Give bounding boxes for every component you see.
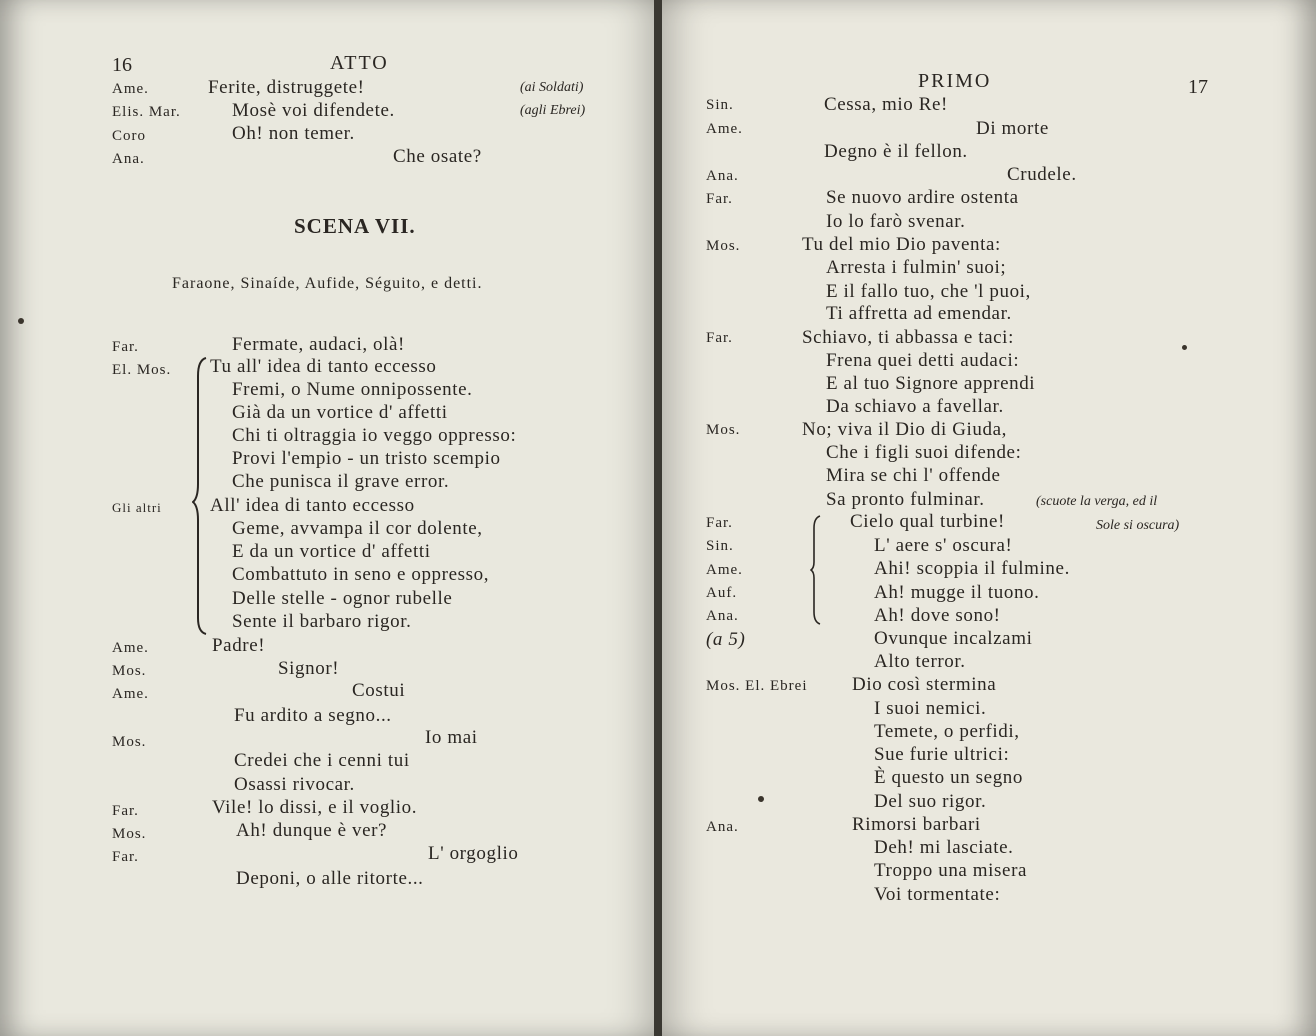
speaker-label: Far.	[112, 849, 139, 865]
speaker-label: Mos.	[706, 422, 741, 438]
verse-line: È questo un segno	[874, 767, 1023, 788]
verse-line: Tu all' idea di tanto eccesso	[210, 356, 437, 377]
verse-line: Io mai	[425, 727, 478, 748]
verse-line: Deh! mi lasciate.	[874, 837, 1014, 858]
verse-line: Delle stelle - ognor rubelle	[232, 588, 453, 609]
speaker-label: Auf.	[706, 585, 738, 601]
verse-line: Ah! mugge il tuono.	[874, 582, 1040, 603]
speaker-label: Ana.	[706, 819, 739, 835]
speaker-label: Sin.	[706, 97, 734, 113]
speaker-label: Mos.	[112, 734, 147, 750]
verse-line: Voi tormentate:	[874, 884, 1001, 905]
verse-line: E al tuo Signore apprendi	[826, 373, 1036, 394]
speaker-label: Ame.	[706, 562, 743, 578]
verse-line: Signor!	[278, 658, 340, 679]
verse-line: Che punisca il grave error.	[232, 471, 450, 492]
verse-line: Che osate?	[393, 146, 482, 167]
verse-line: Sue furie ultrici:	[874, 744, 1010, 765]
verse-line: Oh! non temer.	[232, 123, 355, 144]
verse-line: Rimorsi barbari	[852, 814, 981, 835]
verse-line: Che i figli suoi difende:	[826, 442, 1022, 463]
speaker-label: Far.	[112, 803, 139, 819]
stage-direction: (scuote la verga, ed il	[1036, 494, 1158, 509]
verse-line: Ferite, distruggete!	[208, 77, 365, 98]
verse-line: Combattuto in seno e oppresso,	[232, 564, 490, 585]
speaker-label: Gli altri	[112, 500, 162, 515]
verse-line: Del suo rigor.	[874, 791, 987, 812]
right-page	[662, 0, 1316, 1036]
speaker-label: El. Mos.	[112, 362, 172, 378]
speaker-label: Mos.	[706, 238, 741, 254]
speaker-label: Sin.	[706, 538, 734, 554]
speaker-label: Ame.	[112, 81, 149, 97]
verse-line: Temete, o perfidi,	[874, 721, 1020, 742]
speaker-label: Far.	[706, 191, 733, 207]
verse-line: Se nuovo ardire ostenta	[826, 187, 1019, 208]
verse-line: I suoi nemici.	[874, 698, 987, 719]
verse-line: Geme, avvampa il cor dolente,	[232, 518, 483, 539]
running-head: ATTO	[330, 52, 389, 74]
verse-line: Cessa, mio Re!	[824, 94, 948, 115]
verse-line: Degno è il fellon.	[824, 141, 968, 162]
verse-line: Credei che i cenni tui	[234, 750, 410, 771]
verse-line: Dio così stermina	[852, 674, 997, 695]
stage-direction: (agli Ebrei)	[520, 103, 586, 118]
speaker-label: Coro	[112, 128, 146, 144]
verse-line: Troppo una misera	[874, 860, 1028, 881]
verse-line: Fremi, o Nume onnipossente.	[232, 379, 473, 400]
verse-line: L' orgoglio	[428, 843, 519, 864]
verse-line: Frena quei detti audaci:	[826, 350, 1020, 371]
speaker-label: Ame.	[112, 640, 149, 656]
speaker-label: (a 5)	[706, 629, 746, 650]
verse-line: Deponi, o alle ritorte...	[236, 868, 424, 889]
speaker-label: Mos.	[112, 826, 147, 842]
verse-line: Alto terror.	[874, 651, 966, 672]
verse-line: E da un vortice d' affetti	[232, 541, 431, 562]
verse-line: Costui	[352, 680, 406, 701]
verse-line: Ahi! scoppia il fulmine.	[874, 558, 1070, 579]
verse-line: Fu ardito a segno...	[234, 705, 392, 726]
page-number: 17	[1188, 76, 1208, 98]
page-number: 16	[112, 54, 132, 76]
verse-line: L' aere s' oscura!	[874, 535, 1013, 556]
verse-line: Fermate, audaci, olà!	[232, 334, 405, 355]
verse-line: Padre!	[212, 635, 266, 656]
speaker-label: Ana.	[706, 168, 739, 184]
verse-line: Ovunque incalzami	[874, 628, 1033, 649]
scene-characters: Faraone, Sinaíde, Aufide, Séguito, e detti.	[172, 275, 483, 292]
verse-line: Tu del mio Dio paventa:	[802, 234, 1001, 255]
speaker-label: Mos.	[112, 663, 147, 679]
verse-line: Vile! lo dissi, e il voglio.	[212, 797, 418, 818]
speaker-label: Mos. El. Ebrei	[706, 678, 808, 694]
brace-icon	[810, 514, 824, 626]
paper-spot	[1182, 345, 1187, 350]
verse-line: Di morte	[976, 118, 1049, 139]
verse-line: Sa pronto fulminar.	[826, 489, 985, 510]
verse-line: Mosè voi difendete.	[232, 100, 395, 121]
verse-line: E il fallo tuo, che 'l puoi,	[826, 281, 1031, 302]
verse-line: Crudele.	[1007, 164, 1077, 185]
verse-line: Ti affretta ad emendar.	[826, 303, 1012, 324]
paper-spot	[758, 796, 764, 802]
speaker-label: Ame.	[112, 686, 149, 702]
verse-line: All' idea di tanto eccesso	[210, 495, 415, 516]
speaker-label: Ana.	[706, 608, 739, 624]
verse-line: Io lo farò svenar.	[826, 211, 966, 232]
speaker-label: Far.	[706, 330, 733, 346]
stage-direction: (ai Soldati)	[520, 80, 584, 95]
verse-line: Già da un vortice d' affetti	[232, 402, 448, 423]
verse-line: Schiavo, ti abbassa e taci:	[802, 327, 1014, 348]
scene-title: SCENA VII.	[294, 214, 416, 238]
running-head: PRIMO	[918, 70, 992, 92]
speaker-label: Ana.	[112, 151, 145, 167]
stage-direction: Sole si oscura)	[1096, 518, 1180, 533]
speaker-label: Elis. Mar.	[112, 104, 181, 120]
verse-line: Da schiavo a favellar.	[826, 396, 1004, 417]
brace-icon	[192, 356, 212, 636]
verse-line: Osassi rivocar.	[234, 774, 355, 795]
verse-line: Ah! dove sono!	[874, 605, 1001, 626]
verse-line: Provi l'empio - un tristo scempio	[232, 448, 501, 469]
speaker-label: Ame.	[706, 121, 743, 137]
verse-line: Cielo qual turbine!	[850, 511, 1005, 532]
speaker-label: Far.	[706, 515, 733, 531]
verse-line: Ah! dunque è ver?	[236, 820, 388, 841]
verse-line: Mira se chi l' offende	[826, 465, 1001, 486]
verse-line: Sente il barbaro rigor.	[232, 611, 412, 632]
verse-line: Arresta i fulmin' suoi;	[826, 257, 1007, 278]
verse-line: No; viva il Dio di Giuda,	[802, 419, 1007, 440]
verse-line: Chi ti oltraggia io veggo oppresso:	[232, 425, 517, 446]
speaker-label: Far.	[112, 339, 139, 355]
paper-spot	[18, 318, 24, 324]
